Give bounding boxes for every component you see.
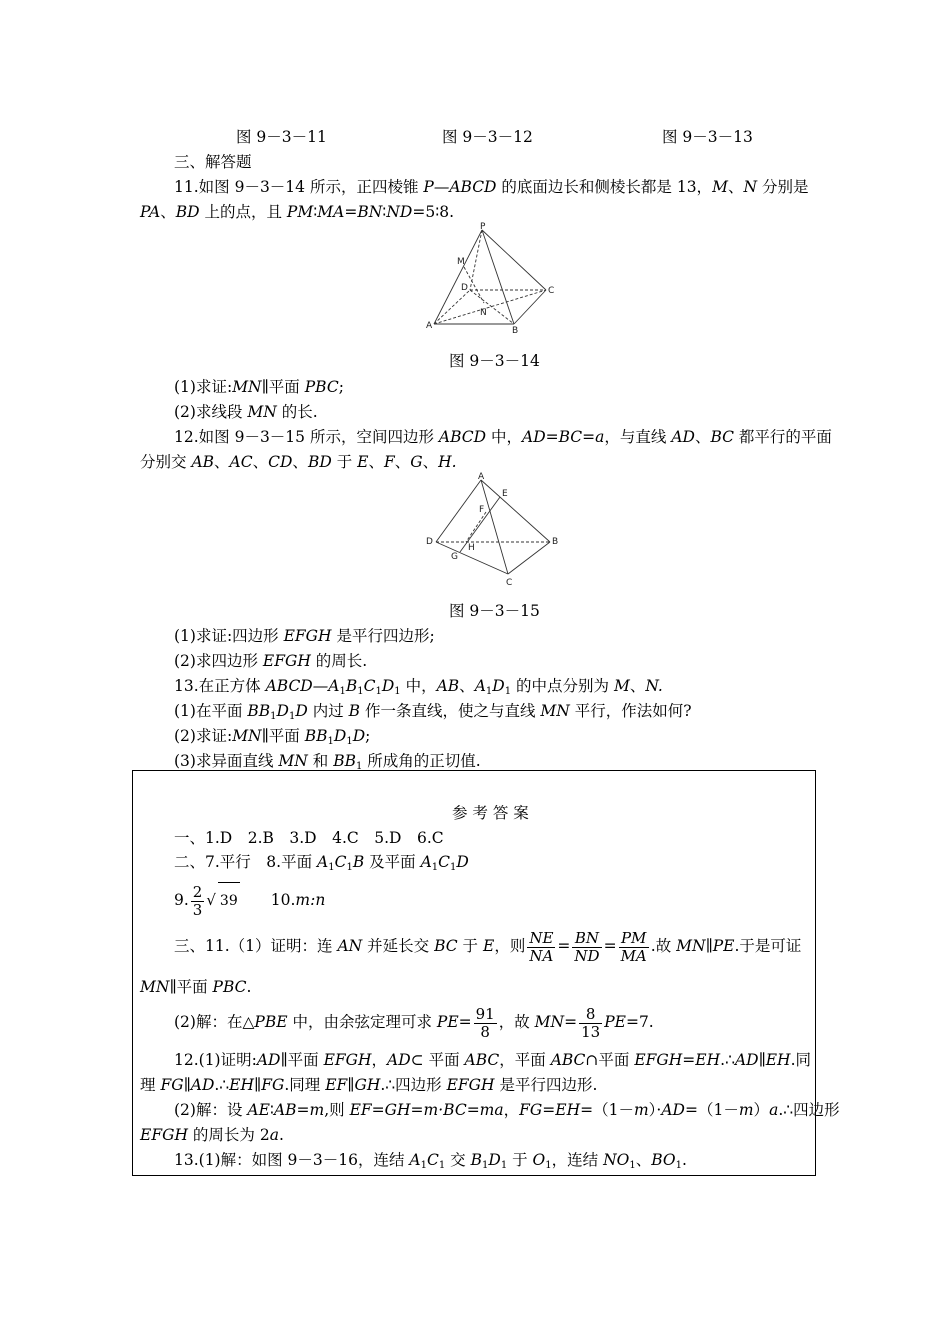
figure-tetrahedron bbox=[420, 470, 560, 588]
edge-DB bbox=[470, 290, 514, 324]
caption-fig-9-3-12: 图 9－3－12 bbox=[442, 128, 533, 146]
label-M: M bbox=[457, 257, 465, 267]
answer-12-line4: EFGH 的周长为 2a. bbox=[140, 1126, 284, 1144]
q12-part1: (1)求证:四边形 EFGH 是平行四边形; bbox=[174, 627, 435, 645]
edge-PC bbox=[482, 230, 546, 290]
q13-part2: (2)求证:MN∥平面 $BB_1D_1D$; bbox=[174, 727, 371, 747]
edge-PA bbox=[434, 230, 482, 324]
q12-line1: 12.如图 9－3－15 所示，空间四边形 ABCD 中，AD=BC=a，与直线 AD、BC 都平行的平面 bbox=[174, 428, 832, 446]
q11-part1: (1)求证:MN∥平面 PBC; bbox=[174, 378, 344, 396]
answer-11-line2: MN∥平面 PBC. bbox=[140, 978, 252, 996]
edge-AD bbox=[434, 290, 470, 324]
caption-fig-9-3-13: 图 9－3－13 bbox=[662, 128, 753, 146]
q11-part2: (2)求线段 MN 的长. bbox=[174, 403, 318, 421]
label-H: H bbox=[468, 543, 475, 553]
answer-part1: 一、1.D 2.B 3.D 4.C 5.D 6.C bbox=[174, 829, 444, 847]
q13-part3: (3)求异面直线 MN 和 $BB_1$ 所成角的正切值. bbox=[174, 752, 481, 772]
caption-fig-9-3-15: 图 9－3－15 bbox=[449, 602, 540, 620]
label-B: B bbox=[512, 326, 519, 335]
answer-12-line2: 理 FG∥AD.∴EH∥FG.同理 EF∥GH.∴四边形 EFGH 是平行四边形. bbox=[140, 1076, 598, 1094]
edge-AC bbox=[434, 290, 546, 324]
answer-9-10: 9. $\frac{2}{3}$ √ 39 10.m:n bbox=[174, 882, 326, 919]
answer-12-line1: 12.(1)证明:AD∥平面 EFGH，AD⊂ 平面 ABC，平面 ABC∩平面 EFGH=EH.∴AD∥EH.同 bbox=[174, 1051, 812, 1069]
q12-line2: 分别交 AB、AC、CD、BD 于 E、F、G、H. bbox=[140, 453, 457, 471]
answer-13-line1: 13.(1)解：如图 9－3－16，连结 $A_1C_1$ 交 $B_1D_1$ 于 $O_1$，连结 $NO_1$、$BO_1$. bbox=[174, 1151, 687, 1171]
answer-11-part2: (2)解：在△PBE 中，由余弦定理可求 PE= $\frac{91}{8}$ ，故 MN= $\frac{8}{13}$ PE=7. bbox=[174, 1004, 654, 1041]
answer-11-line1: 三、11.（1）证明：连 AN 并延长交 BC 于 E，则 $\frac{NE}{NA}$ = $\frac{BN}{ND}$ = $\frac{PM}{MA}$ .故 MN∥PE.于是可证 bbox=[174, 928, 802, 965]
edge-PB bbox=[482, 230, 514, 324]
label-A: A bbox=[426, 321, 433, 331]
label-B: B bbox=[552, 537, 559, 547]
sqrt-39: 39 bbox=[218, 882, 240, 919]
segment-FH bbox=[466, 512, 486, 542]
label-E: E bbox=[502, 489, 508, 499]
caption-fig-9-3-11: 图 9－3－11 bbox=[236, 128, 327, 146]
answer-part2: 二、7.平行 8.平面 $A_1C_1B$ 及平面 $A_1C_1D$ bbox=[174, 853, 469, 873]
fraction-2-3: $\frac{2}{3}$ bbox=[192, 882, 203, 919]
label-G: G bbox=[451, 552, 458, 562]
label-F: F bbox=[479, 505, 485, 515]
edge-AB bbox=[481, 480, 550, 542]
q11-line2: PA、BD 上的点，且 PM∶MA=BN∶ND=5∶8. bbox=[140, 203, 455, 221]
caption-fig-9-3-14: 图 9－3－14 bbox=[449, 352, 540, 370]
answer-12-line3: (2)解：设 AE∶AB=m,则 EF=GH=m·BC=ma，FG=EH=（1－m）·AD=（1－m）a.∴四边形 bbox=[174, 1101, 840, 1119]
label-D: D bbox=[426, 537, 433, 547]
q11-line1: 11.如图 9－3－14 所示，正四棱锥 P—ABCD 的底面边长和侧棱长都是 13，M、N 分别是 bbox=[174, 178, 809, 196]
edge-CB bbox=[508, 542, 550, 574]
q13-part1: (1)在平面 $BB_1D_1D$ 内过 B 作一条直线，使之与直线 MN 平行，作法如何? bbox=[174, 702, 692, 722]
q12-part2: (2)求四边形 EFGH 的周长. bbox=[174, 652, 368, 670]
label-P: P bbox=[480, 222, 486, 232]
answers-title: 参 考 答 案 bbox=[452, 804, 529, 822]
section-title: 三、解答题 bbox=[174, 153, 252, 171]
label-C: C bbox=[548, 286, 555, 296]
label-N: N bbox=[480, 308, 487, 318]
figure-pyramid bbox=[420, 220, 560, 335]
label-C: C bbox=[506, 578, 513, 588]
label-A: A bbox=[478, 472, 485, 482]
label-D: D bbox=[461, 283, 468, 293]
q13-line1: 13.在正方体 $ABCD—A_1B_1C_1D_1$ 中，AB、$A_1D_1$ 的中点分别为 M、N. bbox=[174, 677, 663, 697]
